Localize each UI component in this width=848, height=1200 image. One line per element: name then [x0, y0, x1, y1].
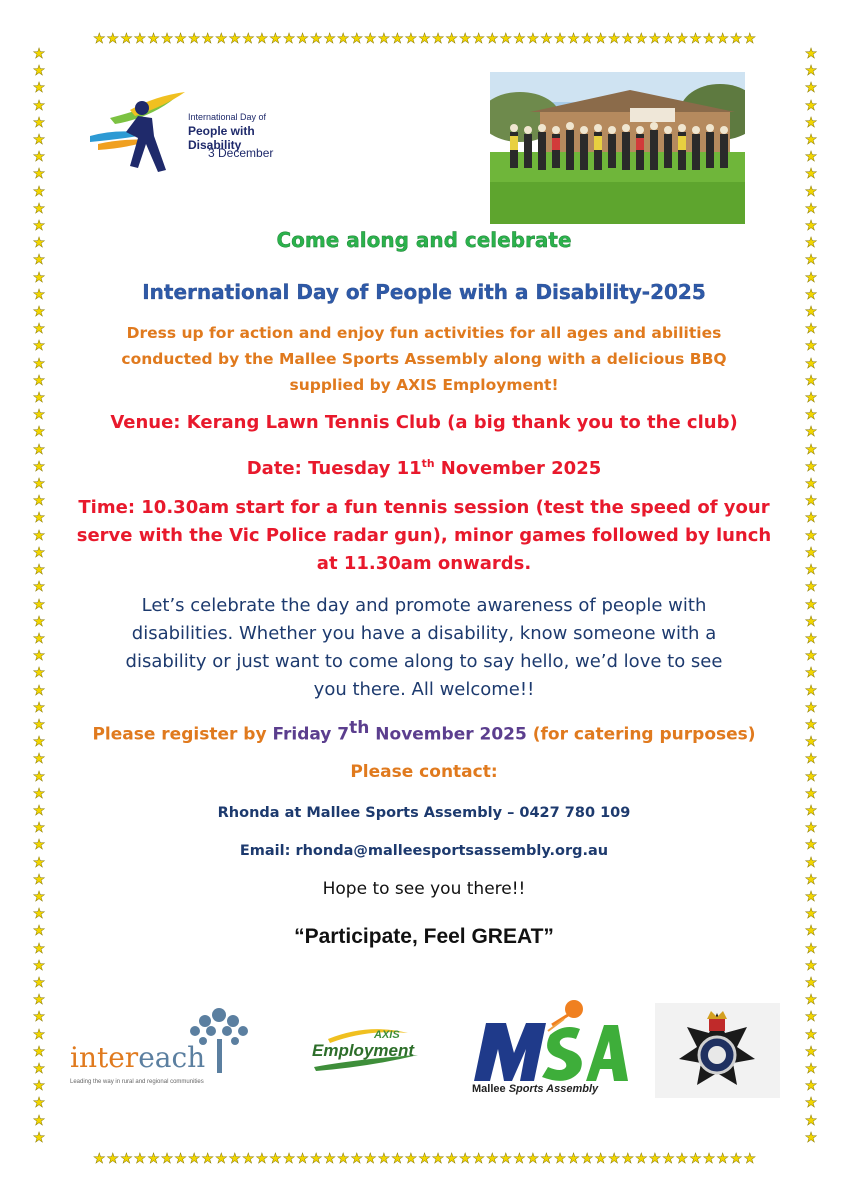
- motto-text: “Participate, Feel GREAT”: [294, 925, 554, 948]
- welcome-message: [60, 592, 788, 704]
- intro-line: supplied by AXIS Employment!: [289, 376, 559, 394]
- idpwd-logo-date: 3 December: [208, 146, 274, 160]
- venue-text: Venue: Kerang Lawn Tennis Club (a big thank you to the club): [110, 412, 738, 433]
- intro-line: conducted by the Mallee Sports Assembly along with a delicious BBQ: [121, 350, 727, 368]
- register-prefix: Please register by: [92, 724, 273, 745]
- time-line: serve with the Vic Police radar gun), minor games followed by lunch: [76, 525, 772, 546]
- msa-caption: [472, 1083, 598, 1095]
- intereach-word-a: inter: [70, 1041, 139, 1074]
- msa-mark-icon: [468, 995, 628, 1083]
- star-border-top: ★★★★★★★★★★★★★★★★★★★★★★★★★★★★★★★★★★★★★★★★★★★★★★★★★: [93, 31, 757, 47]
- time-text: [60, 494, 788, 578]
- date-prefix: Date: Tuesday 11: [246, 458, 422, 479]
- register-month: November 2025: [369, 724, 527, 745]
- time-line: at 11.30am onwards.: [316, 553, 532, 574]
- time-line: Time: 10.30am start for a fun tennis session (test the speed of your: [78, 497, 770, 518]
- idpwd-logo-line1: International Day of: [188, 112, 267, 122]
- register-day: Friday 7: [272, 724, 350, 745]
- date-sup: th: [421, 457, 435, 470]
- date-suffix: November 2025: [434, 458, 602, 479]
- contact-heading: Please contact:: [350, 762, 498, 782]
- message-line: you there. All welcome!!: [313, 679, 535, 700]
- register-text: [60, 718, 788, 744]
- intereach-logo: [70, 1005, 270, 1090]
- intro-text: [60, 320, 788, 398]
- idpwd-logo-line2: People with Disability: [188, 124, 255, 152]
- register-suffix: (for catering purposes): [526, 724, 756, 745]
- msa-logo: [468, 995, 628, 1100]
- employment-wordmark: Employment: [312, 1041, 415, 1060]
- intereach-wordmark: [70, 1041, 205, 1074]
- star-border-right: ★★★★★★★★★★★★★★★★★★★★★★★★★★★★★★★★★★★★★★★★★★★★★★★★★★★★★★★★★★★★★★★★: [804, 46, 818, 1146]
- msa-caption-b: Sports Assembly: [508, 1083, 599, 1095]
- msa-caption-a: Mallee: [472, 1083, 509, 1095]
- message-line: Let’s celebrate the day and promote awareness of people with: [141, 595, 707, 616]
- register-sup: th: [349, 718, 370, 738]
- idpwd-logo: [80, 88, 310, 178]
- message-line: disabilities. Whether you have a disability, know someone with a: [131, 623, 717, 644]
- intro-line: Dress up for action and enjoy fun activities for all ages and abilities: [126, 324, 722, 342]
- hope-text: Hope to see you there!!: [322, 879, 526, 899]
- contact-phone: Rhonda at Mallee Sports Assembly – 0427 780 109: [217, 805, 631, 821]
- star-border-bottom: ★★★★★★★★★★★★★★★★★★★★★★★★★★★★★★★★★★★★★★★★★★★★★★★★★: [93, 1151, 757, 1167]
- star-border-left: ★★★★★★★★★★★★★★★★★★★★★★★★★★★★★★★★★★★★★★★★★★★★★★★★★★★★★★★★★★★★★★★★: [32, 46, 46, 1146]
- intereach-word-b: each: [138, 1041, 206, 1074]
- intereach-tagline: Leading the way in rural and regional communities: [70, 1079, 204, 1085]
- date-text: [60, 450, 788, 483]
- group-photo: [490, 72, 745, 224]
- message-line: disability or just want to come along to say hello, we’d love to see: [125, 651, 723, 672]
- idpwd-figure-icon: [80, 88, 190, 178]
- heading-event-title: International Day of People with a Disability-2025: [142, 280, 706, 304]
- axis-employment-logo: [308, 1025, 423, 1075]
- heading-celebrate: Come along and celebrate: [276, 228, 572, 252]
- contact-email[interactable]: Email: rhonda@malleesportsassembly.org.au: [239, 843, 609, 859]
- police-star-badge-icon: [655, 1003, 780, 1098]
- axis-wordmark: AXIS: [374, 1029, 400, 1041]
- victoria-police-badge: [655, 1003, 780, 1098]
